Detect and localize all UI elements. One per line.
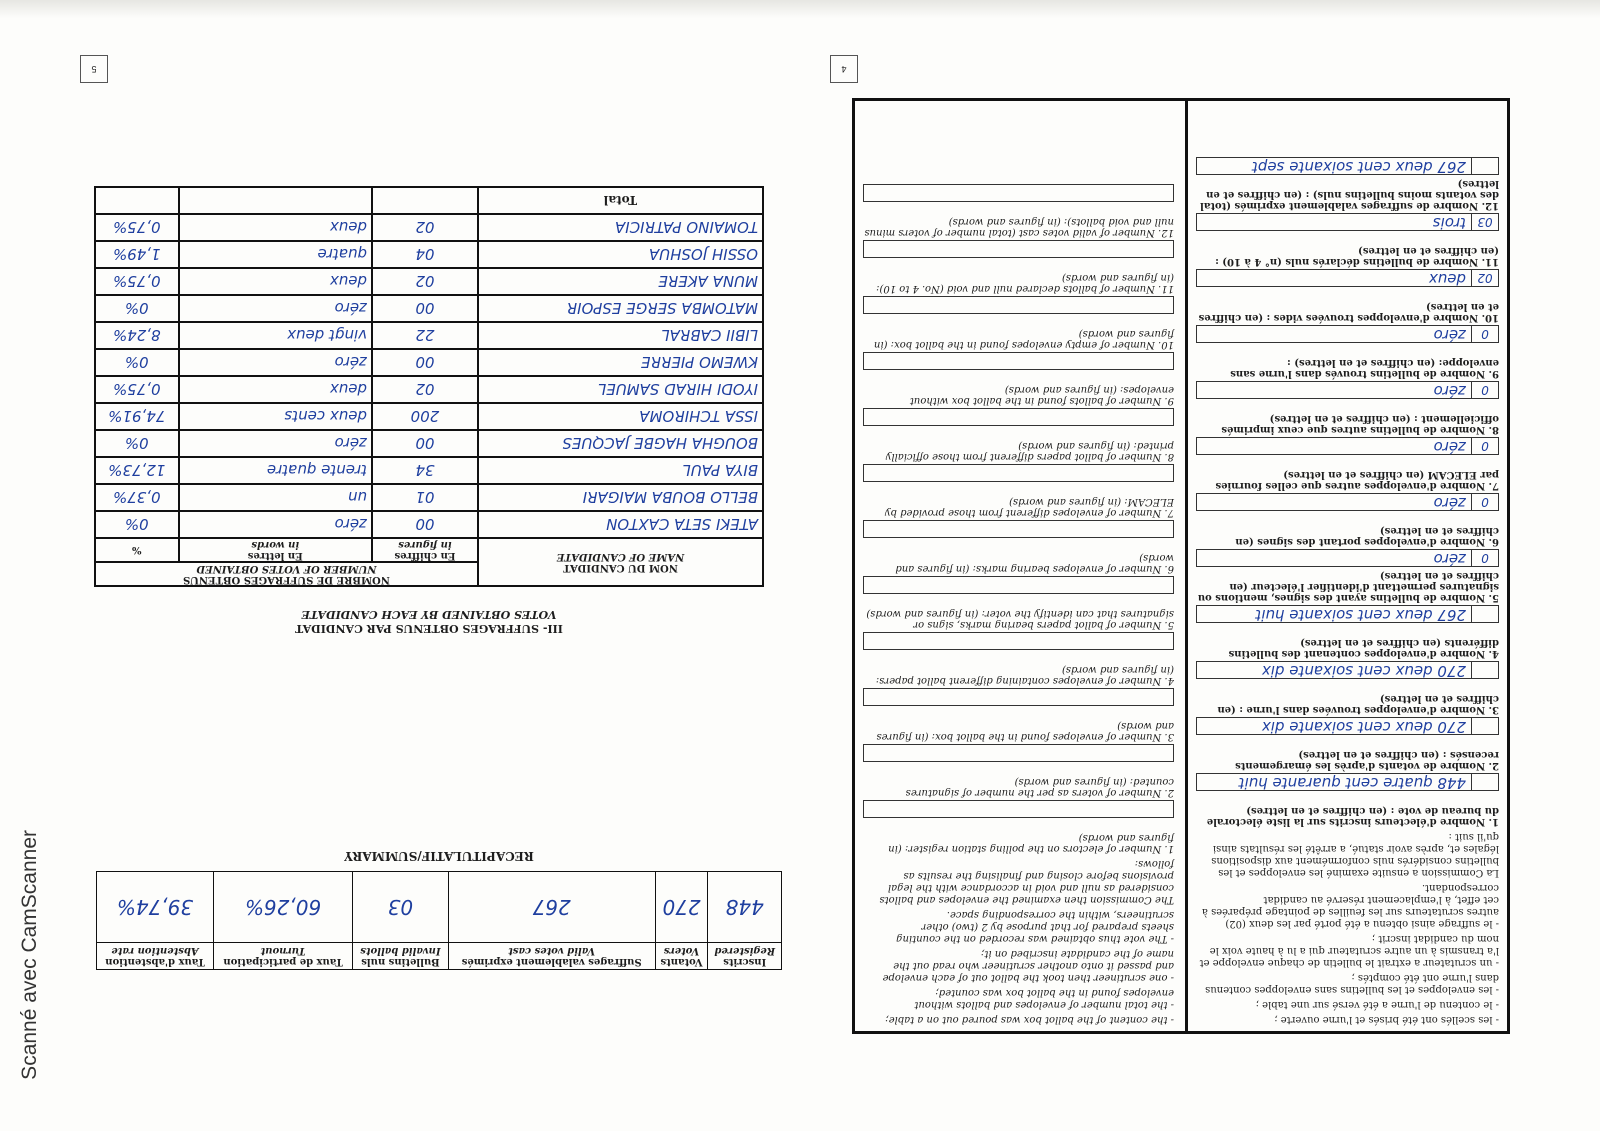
count-item-fr — [1196, 325, 1499, 379]
count-item-en — [863, 632, 1174, 686]
intro-paragraph: - les scellés ont été brisés et l'urne ouverte ; — [1274, 1014, 1499, 1025]
count-item-label-en: 1. Number of electors on the polling station register: (in figures and words) — [888, 832, 1174, 854]
candidate-votes-figures: 02 — [372, 268, 478, 295]
count-answer-handwritten: 448 quatre cent quarante huit — [1238, 774, 1466, 792]
candidate-votes-words: zéro — [179, 430, 372, 457]
candidate-votes-words: deux — [179, 376, 372, 403]
candidate-votes-figures: 200 — [372, 403, 478, 430]
items-english — [863, 184, 1174, 854]
count-answer-field — [1196, 437, 1499, 455]
count-item-en — [863, 352, 1174, 406]
summary-header-en: Valid votes cast — [508, 945, 596, 956]
col-figures-header — [372, 538, 478, 562]
candidate-row — [95, 376, 763, 403]
count-item-label-en: 8. Number of ballot papers different from those officially printed: (in figures and words) — [885, 440, 1174, 462]
count-item-label-en: 4. Number of envelopes containing different ballot papers: (in figures and words) — [875, 664, 1174, 686]
summary-header-en: Registered — [714, 945, 776, 956]
count-item-en — [863, 184, 1174, 238]
count-item-label-fr: 7. Nombre d'enveloppes autres que celles fournies par ELECAM (en chiffres et en lettres) — [1215, 469, 1499, 491]
count-answer-box: 02 — [1471, 270, 1498, 286]
summary-values-row — [97, 872, 782, 943]
count-item-label-fr: 2. Nombre de votants d'après les émargements recensés : (en chiffres et en lettres) — [1235, 749, 1499, 771]
intro-paragraph: - the content of the ballot box was poured out on a table; — [885, 1014, 1174, 1025]
count-answer-box: 0 — [1471, 494, 1498, 510]
candidate-section-title — [94, 607, 764, 635]
count-answer-box: 0 — [1471, 438, 1498, 454]
count-answer-field-empty — [863, 296, 1174, 314]
candidate-votes-percent: 0,75% — [95, 214, 179, 241]
candidate-votes-words: vingt deux — [179, 322, 372, 349]
count-answer-handwritten: zéro — [1433, 438, 1466, 456]
summary-table — [96, 871, 782, 970]
intro-paragraph: - The vote thus obtained was recorded on the counting sheets prepared for that purpose by 2 (two) other scrutineers, within the corresponding space. — [896, 909, 1174, 944]
summary-header — [708, 943, 782, 970]
summary-value: 270 — [655, 872, 708, 943]
count-answer-handwritten: 267 deux cent soixante huit — [1255, 606, 1466, 624]
scan-top-edge — [0, 0, 1600, 18]
candidate-votes-figures: 00 — [372, 511, 478, 538]
candidate-votes-figures: 01 — [372, 484, 478, 511]
candidate-name: KWEMO PIERRE — [478, 349, 763, 376]
count-answer-field — [1196, 661, 1499, 679]
count-item-label-fr: 5. Nombre de bulletins ayant des signes, mentions ou signatures permettant d'identifier l'électeur (en chiffres et en lettres) — [1197, 570, 1499, 603]
candidate-row — [95, 484, 763, 511]
candidate-title-fr: III- SUFFRAGES OBTENUS PAR CANDIDAT — [295, 622, 563, 635]
count-answer-field-empty — [863, 576, 1174, 594]
count-answer-field — [1196, 325, 1499, 343]
summary-header-fr: Votants — [660, 956, 703, 967]
col-name-fr: NOM DU CANDIDAT — [563, 562, 678, 573]
candidate-votes-figures: 00 — [372, 295, 478, 322]
count-item-fr — [1196, 269, 1499, 323]
intro-paragraph: - un scrutateur a extrait le bulletin de chaque enveloppe et l'a transmis à un autre scrutateur qui a lu à haute voix le nom du candidat inscrit ; — [1199, 933, 1499, 968]
count-item-label-fr: 4. Nombre d'enveloppes contenant des bulletins différents (en chiffres et en lettres) — [1228, 637, 1499, 659]
count-item-label-fr: 10. Nombre d'enveloppes trouvées vides : (en chiffres et en lettres) — [1198, 301, 1499, 323]
candidate-votes-percent: 74,91% — [95, 403, 179, 430]
summary-header-en: Abstention rate — [111, 945, 199, 956]
candidate-row — [95, 349, 763, 376]
candidate-votes-figures: 02 — [372, 376, 478, 403]
count-item-label-fr: 3. Nombre d'enveloppes trouvées dans l'urne : (en chiffres et en lettres) — [1217, 693, 1499, 715]
candidate-row — [95, 214, 763, 241]
summary-section — [96, 770, 782, 970]
count-answer-field-empty — [863, 632, 1174, 650]
candidate-votes-figures: 00 — [372, 349, 478, 376]
candidate-votes-words: zéro — [179, 349, 372, 376]
summary-header-fr: Taux de participation — [223, 956, 343, 967]
intro-paragraph: La Commission a ensuite examiné les enveloppes et les bulletins considérés nuls conformément aux dispositions légales et, après avoir statué, a arrêté les résultats ainsi qu'il suit : — [1211, 831, 1499, 878]
candidate-votes-percent: 0,75% — [95, 376, 179, 403]
procedure-french-column — [1185, 101, 1507, 1031]
procedure-english-column — [855, 101, 1182, 1031]
count-answer-field-empty — [863, 184, 1174, 202]
candidate-votes-percent: 0% — [95, 349, 179, 376]
summary-header — [97, 943, 214, 970]
count-answer-field-empty — [863, 352, 1174, 370]
summary-header — [353, 943, 449, 970]
summary-value: 60,26% — [213, 872, 352, 943]
count-answer-box: 0 — [1471, 550, 1498, 566]
candidate-table — [94, 186, 764, 587]
candidate-row — [95, 241, 763, 268]
count-answer-field — [1196, 269, 1499, 287]
summary-header — [213, 943, 352, 970]
count-answer-field — [1196, 549, 1499, 567]
count-item-label-fr: 11. Nombre de bulletins déclarés nuls (n° 4 à 10) : (en chiffres et en lettres) — [1215, 245, 1499, 267]
count-answer-handwritten: 267 deux cent soixante sept — [1252, 158, 1466, 176]
candidate-votes-words: deux — [179, 268, 372, 295]
count-answer-box — [1471, 774, 1498, 790]
count-item-fr — [1196, 381, 1499, 435]
count-item-fr — [1196, 437, 1499, 491]
count-answer-field-empty — [863, 688, 1174, 706]
count-item-fr — [1196, 493, 1499, 547]
col-votes-header — [95, 562, 478, 586]
scanner-watermark: Scanné avec CamScanner — [18, 830, 41, 1080]
candidate-votes-percent: 0% — [95, 295, 179, 322]
summary-value: 39,74% — [97, 872, 214, 943]
count-item-fr — [1196, 605, 1499, 659]
candidate-rows — [95, 214, 763, 538]
col-words-fr: En lettres — [247, 550, 303, 561]
candidate-row — [95, 511, 763, 538]
count-item-label-en: 5. Number of ballot papers bearing marks, signs or signatures that can identify the voter: (in figures and words) — [866, 608, 1174, 630]
intro-paragraph: - one scrutineer then took the ballot out of each envelope and passed it onto another scrutineer who read out the name of the candidate inscribed on it; — [882, 948, 1174, 983]
candidate-title-en: VOTES OBTAINED BY EACH CANDIDATE — [301, 608, 557, 621]
count-item-fr — [1196, 661, 1499, 715]
count-item-label-fr: 8. Nombre de bulletins autres que ceux imprimés officiellement : (en chiffres et en lettres) — [1221, 413, 1499, 435]
candidate-votes-percent: 0% — [95, 430, 179, 457]
count-answer-box — [1471, 718, 1498, 734]
candidate-votes-percent: 12,73% — [95, 457, 179, 484]
count-answer-box — [1471, 606, 1498, 622]
col-words-en: in words — [251, 539, 300, 550]
count-item-label-en: 9. Number of ballots found in the ballot box without envelopes: (in figures and words) — [909, 384, 1174, 406]
candidate-votes-percent: 0% — [95, 511, 179, 538]
count-answer-box: 0 — [1471, 382, 1498, 398]
count-answer-field — [1196, 605, 1499, 623]
count-answer-field-empty — [863, 744, 1174, 762]
count-answer-handwritten: zéro — [1433, 326, 1466, 344]
candidate-votes-percent: 8,24% — [95, 322, 179, 349]
count-item-en — [863, 520, 1174, 574]
count-answer-handwritten: deux — [1428, 270, 1466, 288]
count-item-label-fr: 1. Nombre d'électeurs inscrits sur la liste électorale du bureau de vote : (en chiffres et en lettres) — [1206, 805, 1499, 827]
count-item-fr — [1196, 773, 1499, 827]
candidate-row — [95, 268, 763, 295]
candidate-votes-words: trente quatre — [179, 457, 372, 484]
intro-paragraph: - le suffrage ainsi obtenu a été porté par les deux (02) autres scrutateurs sur les feuilles de pointage préparées à cet effet, à l'emplacement réservé au candidat correspondant. — [1201, 882, 1499, 929]
count-item-label-fr: 12. Nombre de suffrages valablement exprimés (total des votants moins bulletins nuls) : (en chiffres et en lettres) — [1200, 178, 1499, 211]
count-answer-field-empty — [863, 408, 1174, 426]
count-item-en — [863, 464, 1174, 518]
count-answer-handwritten: 270 deux cent soixante dix — [1261, 662, 1466, 680]
col-figures-fr: En chiffres — [394, 550, 456, 561]
col-words-header — [179, 538, 372, 562]
candidate-votes-percent: 0,75% — [95, 268, 179, 295]
summary-header-en: Turnout — [260, 945, 306, 956]
count-answer-handwritten: zéro — [1433, 494, 1466, 512]
count-item-en — [863, 296, 1174, 350]
count-item-fr — [1196, 213, 1499, 267]
candidate-name: MUNA AKERE — [478, 268, 763, 295]
col-figures-en: in figures — [398, 539, 452, 550]
total-percent — [95, 187, 179, 214]
count-answer-handwritten: trois — [1432, 214, 1466, 232]
count-item-en — [863, 408, 1174, 462]
candidate-row — [95, 403, 763, 430]
candidate-votes-figures: 22 — [372, 322, 478, 349]
summary-header — [448, 943, 655, 970]
count-answer-box: 0 — [1471, 326, 1498, 342]
summary-header — [655, 943, 708, 970]
candidate-votes-words: zéro — [179, 295, 372, 322]
count-answer-field-empty — [863, 464, 1174, 482]
count-item-fr — [1196, 549, 1499, 603]
summary-header-row — [97, 943, 782, 970]
count-item-label-en: 11. Number of ballots declared null and void (No. 4 to 10): (in figures and words) — [876, 272, 1174, 294]
intro-french — [1196, 830, 1499, 1025]
col-name-header — [478, 538, 763, 586]
count-item-en — [863, 576, 1174, 630]
candidate-name: TOMAINO PATRICIA — [478, 214, 763, 241]
count-answer-box: 03 — [1471, 214, 1498, 230]
count-item-fr — [1196, 157, 1499, 211]
count-item-label-en: 12. Number of valid votes cast (total number of voters minus null and void ballots): (in figures and words) — [864, 216, 1174, 238]
count-item-label-en: 10. Number of empty envelopes found in the ballot box: (in figures and words) — [873, 328, 1174, 350]
candidate-name: BIYA PAUL — [478, 457, 763, 484]
candidate-row — [95, 295, 763, 322]
summary-header-fr: Suffrages valablement exprimés — [461, 956, 642, 967]
count-item-label-en: 7. Number of envelopes different from those provided by ELECAM: (in figures and words) — [884, 496, 1174, 518]
candidate-votes-figures: 04 — [372, 241, 478, 268]
candidate-votes-figures: 00 — [372, 430, 478, 457]
count-item-fr — [1196, 717, 1499, 771]
count-item-en — [863, 744, 1174, 798]
candidate-results-section — [94, 195, 764, 635]
page-number-right: 4 — [830, 55, 858, 83]
count-item-label-fr: 6. Nombre d'enveloppes portant des signes (en chiffres et en lettres) — [1235, 525, 1499, 547]
summary-value: 448 — [708, 872, 782, 943]
candidate-votes-percent: 1,49% — [95, 241, 179, 268]
candidate-row — [95, 457, 763, 484]
count-item-label-en: 2. Number of voters as per the number of signatures counted: (in figures and words) — [905, 776, 1174, 798]
count-item-label-fr: 9. Nombre de bulletins trouvés dans l'urne sans enveloppe: (en chiffres et en lettres) : — [1230, 357, 1499, 379]
summary-title: RECAPITULATIF/SUMMARY — [344, 849, 534, 863]
candidate-name: ISSA TCHIROMA — [478, 403, 763, 430]
count-answer-box — [1471, 158, 1498, 174]
col-votes-fr: NOMBRE DE SUFFRAGES OBTENUS — [182, 574, 390, 585]
col-votes-en: NUMBER OF VOTES OBTAINED — [196, 563, 377, 574]
procedure-table — [852, 98, 1510, 1034]
candidate-name: ATEKI SETA CAXTON — [478, 511, 763, 538]
count-item-label-en: 3. Number of envelopes found in the ballot box: (in figures and words) — [876, 720, 1174, 742]
candidate-votes-figures: 34 — [372, 457, 478, 484]
count-answer-field — [1196, 773, 1499, 791]
candidate-name: MATOMBA SERGE ESPOIR — [478, 295, 763, 322]
candidate-votes-words: zéro — [179, 511, 372, 538]
count-item-en — [863, 800, 1174, 854]
total-label: Total — [478, 187, 763, 214]
intro-paragraph: - les enveloppes et les bulletins sans enveloppes contenus dans l'urne ont été comptés ; — [1205, 972, 1499, 995]
total-words — [179, 187, 372, 214]
count-answer-field — [1196, 493, 1499, 511]
candidate-row — [95, 430, 763, 457]
count-answer-box — [1471, 662, 1498, 678]
count-answer-field — [1196, 717, 1499, 735]
candidate-votes-words: deux cents — [179, 403, 372, 430]
candidate-name: IYODI HIRAD SAMUEL — [478, 376, 763, 403]
intro-paragraph: The Commission then examined the envelopes and ballots considered as null and void in accordance with the legal provisions before closing and finalising the results as follows: — [879, 858, 1174, 905]
count-answer-field — [1196, 213, 1499, 231]
count-answer-handwritten: 270 deux cent soixante dix — [1261, 718, 1466, 736]
candidate-name: OSSIH JOSHUA — [478, 241, 763, 268]
count-item-en — [863, 240, 1174, 294]
items-french — [1196, 157, 1499, 827]
summary-header-en: Invalid ballots — [360, 945, 441, 956]
count-answer-handwritten: zéro — [1433, 550, 1466, 568]
candidate-votes-words: quatre — [179, 241, 372, 268]
count-answer-field-empty — [863, 520, 1174, 538]
count-item-en — [863, 688, 1174, 742]
summary-header-fr: Taux d'abstention — [105, 956, 205, 967]
summary-header-fr: Bulletins nuls — [361, 956, 440, 967]
intro-paragraph: - le contenu de l'urne a été versé sur une table ; — [1255, 999, 1499, 1010]
col-percent-header: % — [95, 538, 179, 562]
summary-header-fr: Inscrits — [723, 956, 767, 967]
count-answer-field — [1196, 381, 1499, 399]
summary-value: 267 — [448, 872, 655, 943]
count-answer-handwritten: zéro — [1433, 382, 1466, 400]
candidate-name: LIBII CABRAL — [478, 322, 763, 349]
candidate-name: BELLO BOUBA MAIGARI — [478, 484, 763, 511]
candidate-name: BOUGHA HAGBE JACQUES — [478, 430, 763, 457]
count-answer-field-empty — [863, 800, 1174, 818]
candidate-votes-figures: 02 — [372, 214, 478, 241]
candidate-row — [95, 322, 763, 349]
col-name-en: NAME OF CANDIDATE — [556, 551, 685, 562]
page-number-left: 5 — [80, 55, 108, 83]
intro-paragraph: - the total number of envelopes and ballots without envelopes found in the ballot box was counted; — [914, 987, 1174, 1010]
candidate-votes-percent: 0,37% — [95, 484, 179, 511]
summary-value: 03 — [353, 872, 449, 943]
count-answer-field-empty — [863, 240, 1174, 258]
total-figures — [372, 187, 478, 214]
candidate-votes-words: deux — [179, 214, 372, 241]
candidate-votes-words: un — [179, 484, 372, 511]
summary-header-en: Voters — [663, 945, 700, 956]
count-item-label-en: 6. Number of envelopes bearing marks: (in figures and words) — [895, 552, 1174, 574]
intro-english — [863, 857, 1174, 1025]
count-answer-field — [1196, 157, 1499, 175]
